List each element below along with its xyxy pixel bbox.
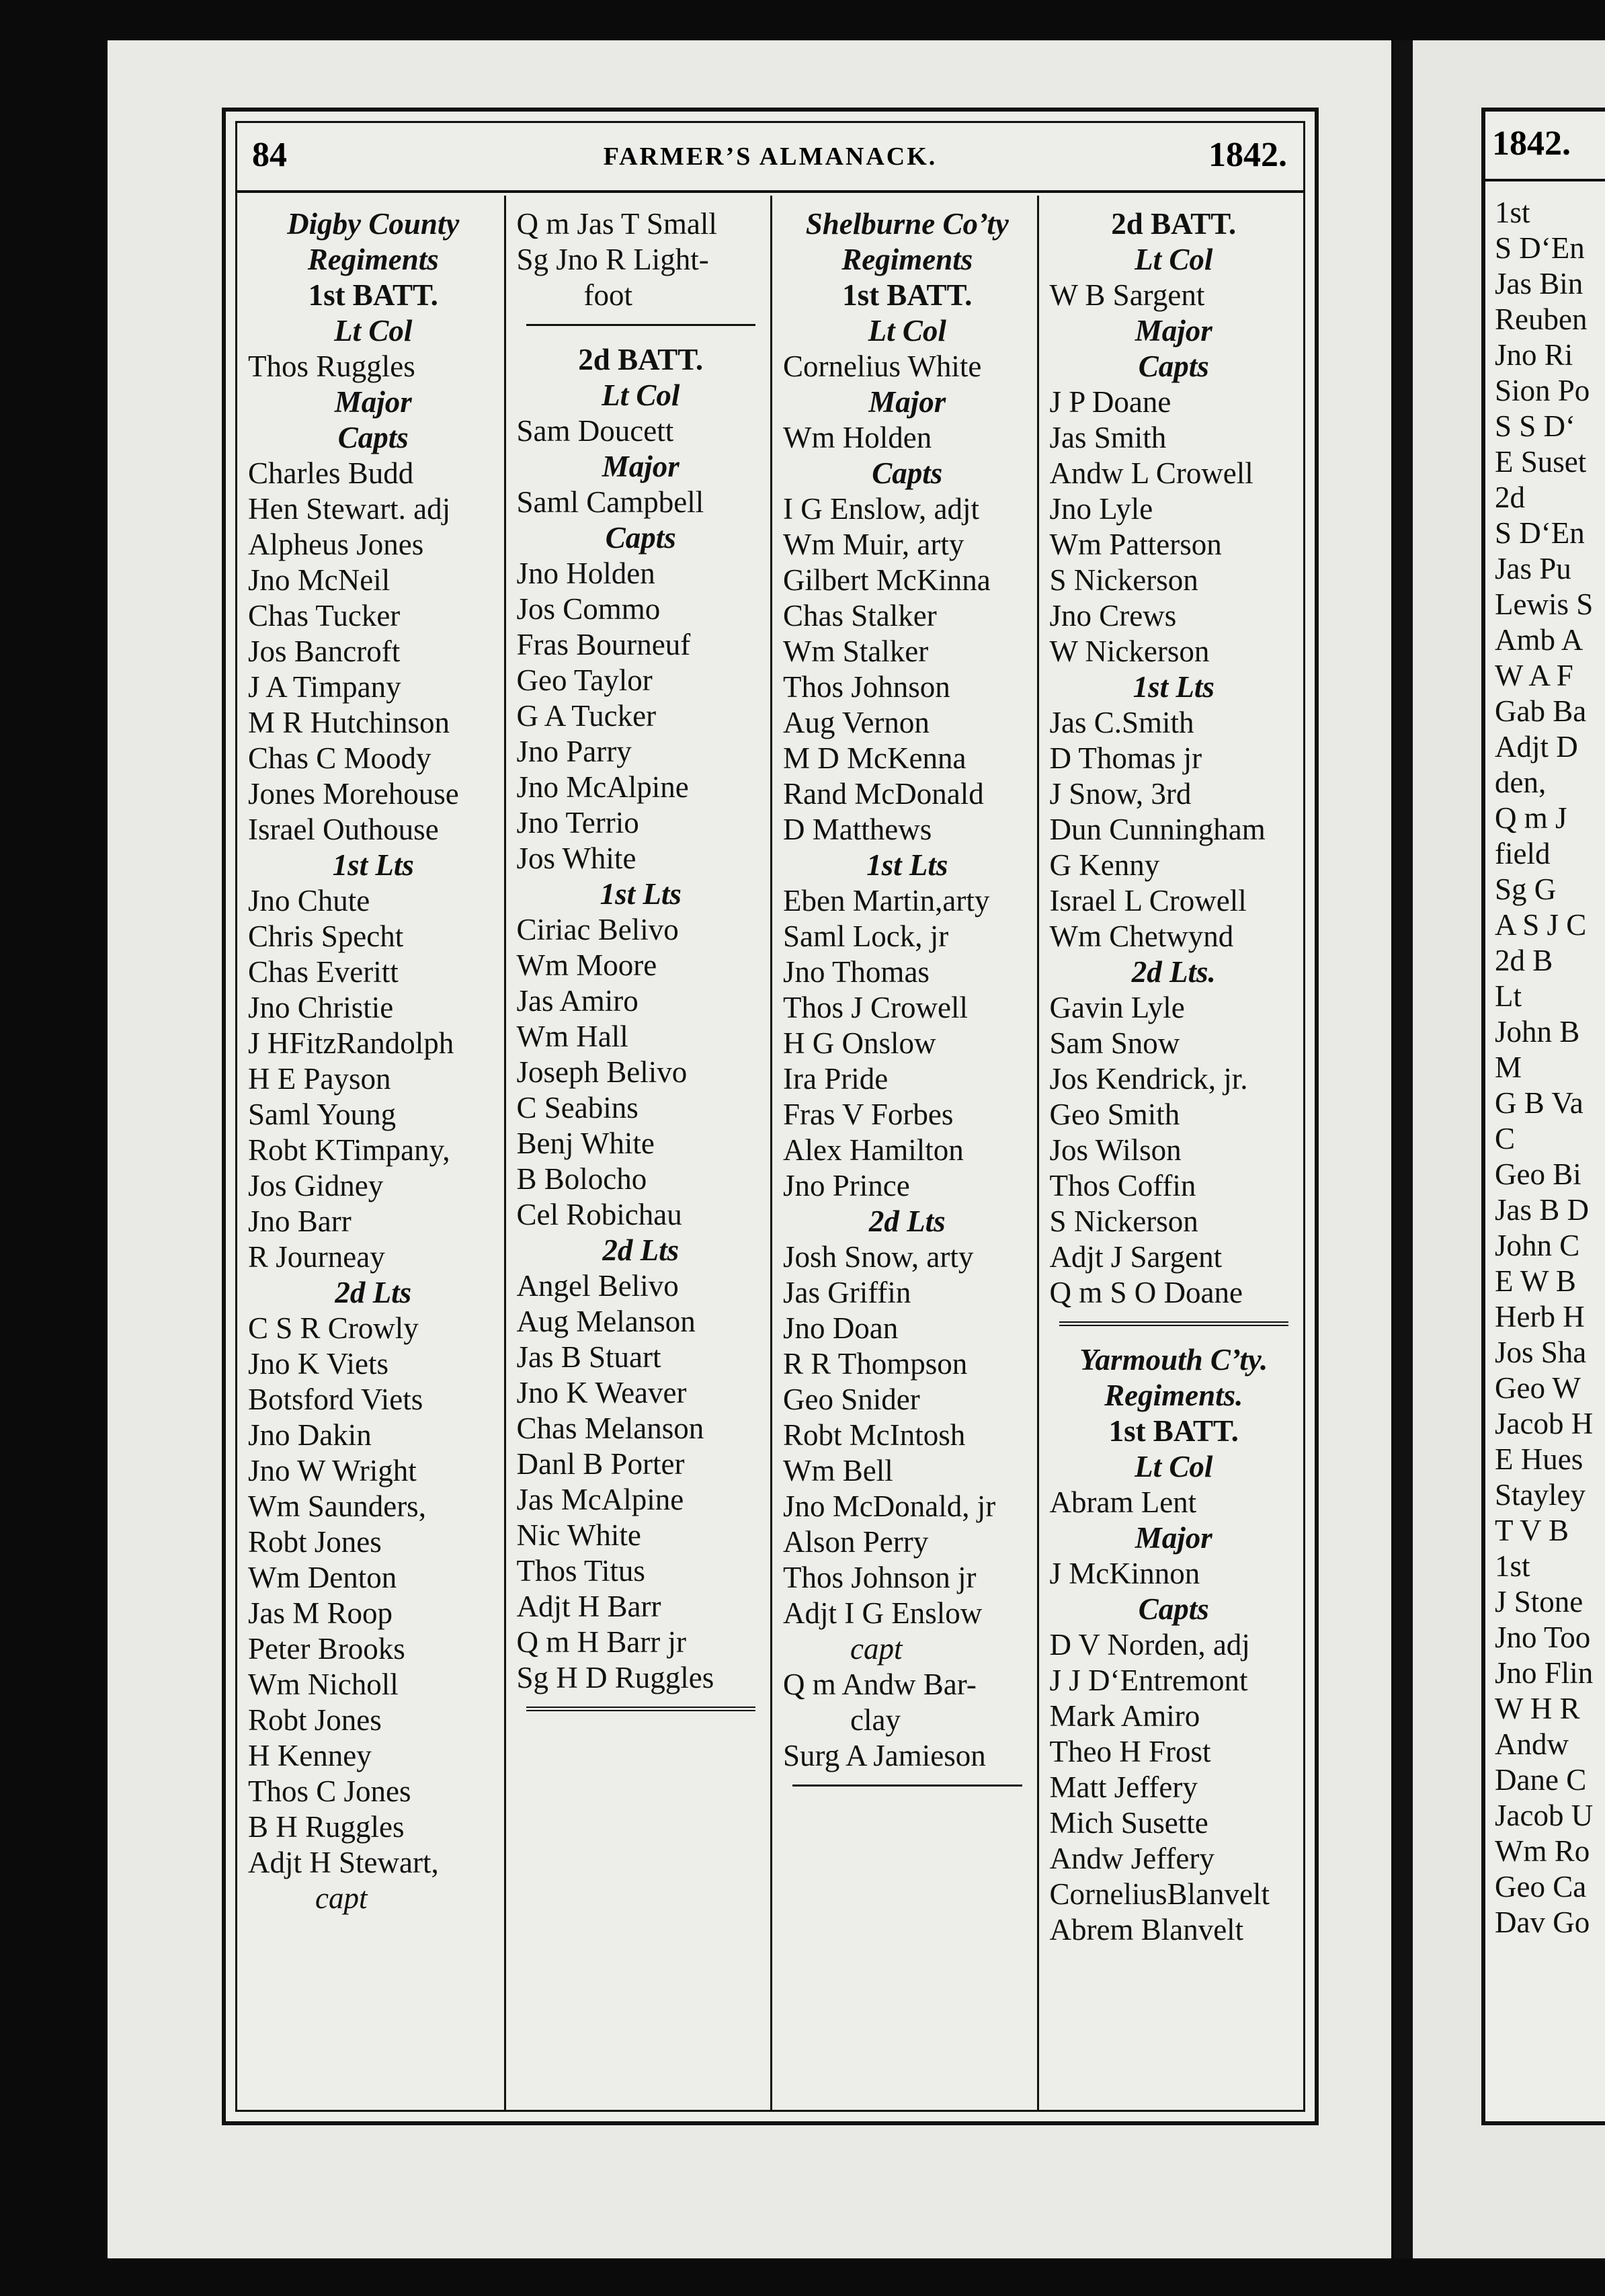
facing-page-line: T V B — [1495, 1514, 1569, 1547]
section-heading: Major — [1135, 1521, 1212, 1555]
roster-entry: Wm Holden — [783, 421, 932, 454]
roster-entry: Matt Jeffery — [1049, 1770, 1198, 1804]
roster-entry: Jno Chute — [248, 884, 370, 917]
roster-entry: Rand McDonald — [783, 777, 984, 811]
roster-entry: Saml Young — [248, 1098, 397, 1131]
roster-entry: Cornelius White — [783, 350, 982, 383]
facing-page-line: den, — [1495, 766, 1547, 799]
roster-columns — [237, 196, 1303, 2110]
facing-page-line: Amb A — [1495, 623, 1583, 657]
section-heading: 1st Lts — [600, 877, 682, 911]
roster-entry: Surg A Jamieson — [783, 1739, 986, 1772]
roster-entry: C Seabins — [516, 1091, 639, 1124]
facing-page-line: Dane C — [1495, 1763, 1587, 1797]
section-heading: 1st BATT. — [842, 278, 973, 312]
roster-entry: Jas M Roop — [248, 1596, 393, 1630]
roster-entry: Q m H Barr jr — [516, 1625, 686, 1659]
running-title: FARMER’S ALMANACK. — [603, 142, 938, 171]
facing-page-line: 1st — [1495, 1549, 1530, 1583]
roster-entry: Joseph Belivo — [516, 1055, 688, 1089]
facing-page-line: C — [1495, 1122, 1516, 1155]
roster-entry: Wm Bell — [783, 1454, 893, 1487]
roster-entry: J McKinnon — [1049, 1557, 1200, 1590]
roster-entry: Sg H D Ruggles — [516, 1661, 714, 1694]
roster-entry: Adjt H Stewart, — [248, 1846, 439, 1879]
facing-page-line: G B Va — [1495, 1086, 1583, 1120]
roster-entry: Robt Jones — [248, 1525, 382, 1559]
section-heading: Capts — [337, 421, 409, 454]
facing-page-line: Sion Po — [1495, 374, 1590, 407]
section-heading: 1st BATT. — [1108, 1414, 1239, 1448]
roster-entry: Adjt J Sargent — [1049, 1240, 1223, 1274]
facing-page-line: Geo Bi — [1495, 1157, 1581, 1191]
section-heading: 2d Lts — [335, 1276, 412, 1309]
section-heading: Lt Col — [1135, 1450, 1213, 1483]
roster-entry: Gilbert McKinna — [783, 563, 991, 597]
facing-page-line: Jas Pu — [1495, 552, 1571, 585]
roster-entry: Sam Snow — [1049, 1026, 1180, 1060]
facing-page-line: Wm Ro — [1495, 1834, 1590, 1868]
roster-entry: J P Doane — [1049, 385, 1171, 419]
roster-entry: Saml Campbell — [516, 485, 704, 519]
facing-page-line: 1st — [1495, 196, 1530, 229]
roster-entry: Wm Nicholl — [248, 1668, 399, 1701]
roster-entry: Wm Saunders, — [248, 1489, 426, 1523]
roster-entry: Jno Parry — [516, 735, 632, 768]
facing-page-line: Stayley — [1495, 1478, 1586, 1512]
running-head — [237, 123, 1303, 190]
roster-entry: Chas C Moody — [248, 741, 431, 775]
book-gutter — [1394, 40, 1413, 2258]
section-heading: Capts — [1138, 350, 1209, 383]
section-heading: 2d Lts — [602, 1233, 680, 1267]
roster-entry: Aug Vernon — [783, 706, 930, 739]
facing-page-line: W A F — [1495, 659, 1573, 692]
roster-entry: Abrem Blanvelt — [1049, 1913, 1244, 1946]
roster-entry: Peter Brooks — [248, 1632, 405, 1666]
facing-page-line: Jacob U — [1495, 1799, 1594, 1832]
roster-entry: Jas B Stuart — [516, 1340, 661, 1374]
roster-entry: Jno Dakin — [248, 1418, 372, 1452]
roster-entry: Wm Hall — [516, 1020, 628, 1053]
facing-page-line: Jno Flin — [1495, 1656, 1594, 1690]
column-shelburne-yarmouth — [1037, 196, 1304, 2110]
column-digby — [237, 196, 504, 2110]
roster-entry: J Snow, 3rd — [1049, 777, 1192, 811]
roster-entry: Thos Coffin — [1049, 1169, 1196, 1202]
roster-entry: Jas McAlpine — [516, 1483, 684, 1516]
roster-entry: D V Norden, adj — [1049, 1628, 1250, 1662]
section-heading: Lt Col — [868, 314, 946, 347]
roster-entry: Wm Muir, arty — [783, 528, 964, 561]
roster-entry: Thos Titus — [516, 1554, 645, 1588]
roster-entry: Geo Smith — [1049, 1098, 1180, 1131]
roster-entry: Jno Terrio — [516, 806, 639, 839]
roster-entry: Chas Everitt — [248, 955, 399, 989]
section-heading: Regiments — [307, 243, 439, 276]
roster-entry: Dun Cunningham — [1049, 813, 1266, 846]
roster-entry: D Thomas jr — [1049, 741, 1202, 775]
roster-entry: Geo Taylor — [516, 663, 653, 697]
section-rule — [792, 1785, 1022, 1787]
facing-page-line: S D‘En — [1495, 516, 1585, 550]
roster-entry: H E Payson — [248, 1062, 391, 1096]
roster-entry: Cel Robichau — [516, 1198, 682, 1231]
facing-page-line: Jacob H — [1495, 1407, 1594, 1440]
roster-entry: Adjt I G Enslow — [783, 1596, 983, 1630]
roster-entry: Jno McNeil — [248, 563, 390, 597]
facing-page-line: E W B — [1495, 1264, 1576, 1298]
roster-entry: Jno Barr — [248, 1204, 352, 1238]
roster-entry: Mark Amiro — [1049, 1699, 1200, 1733]
roster-entry: W Nickerson — [1049, 634, 1210, 668]
roster-entry: R R Thompson — [783, 1347, 968, 1381]
column-shelburne — [770, 196, 1037, 2110]
roster-entry: Charles Budd — [248, 456, 414, 490]
facing-page-line: S S D‘ — [1495, 409, 1576, 443]
roster-entry: Robt McIntosh — [783, 1418, 966, 1452]
section-heading: Lt Col — [602, 378, 680, 412]
roster-entry: H G Onslow — [783, 1026, 936, 1060]
roster-entry: Jno Thomas — [783, 955, 930, 989]
facing-page-line: E Suset — [1495, 445, 1587, 479]
roster-entry: Jno McDonald, jr — [783, 1489, 996, 1523]
roster-entry: Jas C.Smith — [1049, 706, 1194, 739]
roster-entry: W B Sargent — [1049, 278, 1205, 312]
facing-page-line: J Stone — [1495, 1585, 1583, 1618]
section-heading: Lt Col — [1135, 243, 1213, 276]
facing-page-line: Jos Sha — [1495, 1336, 1587, 1369]
section-heading: Regiments — [841, 243, 973, 276]
roster-entry: Jno Crews — [1049, 599, 1177, 632]
facing-page-line: John C — [1495, 1229, 1580, 1262]
roster-entry: Q m S O Doane — [1049, 1276, 1243, 1309]
roster-entry: R Journeay — [248, 1240, 385, 1274]
section-heading: 2d BATT. — [1111, 207, 1237, 241]
roster-entry: Jos Kendrick, jr. — [1049, 1062, 1248, 1096]
facing-page-line: Herb H — [1495, 1300, 1585, 1334]
roster-entry: Robt Jones — [248, 1703, 382, 1737]
roster-entry: Jno Prince — [783, 1169, 910, 1202]
section-rule — [526, 324, 756, 326]
roster-entry: capt — [850, 1632, 903, 1666]
roster-entry: Hen Stewart. adj — [248, 492, 451, 526]
roster-entry: I G Enslow, adjt — [783, 492, 980, 526]
roster-entry: Ira Pride — [783, 1062, 889, 1096]
roster-entry: Jones Morehouse — [248, 777, 459, 811]
roster-entry: Thos Johnson jr — [783, 1561, 977, 1594]
facing-page-line: Reuben — [1495, 302, 1588, 336]
facing-page-line: Geo Ca — [1495, 1870, 1587, 1903]
section-heading: 1st BATT. — [308, 278, 438, 312]
roster-entry: Jos Wilson — [1049, 1133, 1182, 1167]
roster-entry: Eben Martin,arty — [783, 884, 990, 917]
facing-page-line: Lewis S — [1495, 587, 1594, 621]
roster-entry: Israel Outhouse — [248, 813, 439, 846]
roster-entry: J HFitzRandolph — [248, 1026, 454, 1060]
head-rule — [237, 190, 1303, 193]
roster-entry: M R Hutchinson — [248, 706, 450, 739]
roster-entry: foot — [583, 278, 632, 312]
section-heading: 2d Lts — [868, 1204, 946, 1238]
section-heading: Capts — [605, 521, 676, 555]
facing-page-year: 1842. — [1492, 124, 1571, 163]
roster-entry: Adjt H Barr — [516, 1590, 661, 1623]
roster-entry: Fras V Forbes — [783, 1098, 954, 1131]
roster-entry: Saml Lock, jr — [783, 919, 949, 953]
roster-entry: Jno Christie — [248, 991, 394, 1024]
facing-page-line: Q m J — [1495, 801, 1567, 835]
roster-entry: Chas Stalker — [783, 599, 937, 632]
facing-page-line: A S J C — [1495, 908, 1587, 942]
facing-page-line: Andw — [1495, 1727, 1569, 1761]
section-heading: Major — [1135, 314, 1212, 347]
roster-entry: M D McKenna — [783, 741, 966, 775]
roster-entry: Q m Andw Bar- — [783, 1668, 977, 1701]
section-heading: Major — [334, 385, 412, 419]
roster-entry: G Kenny — [1049, 848, 1160, 882]
roster-entry: Chris Specht — [248, 919, 404, 953]
page-frame — [222, 108, 1319, 2125]
roster-entry: S Nickerson — [1049, 563, 1198, 597]
facing-page-line: Jas Bin — [1495, 267, 1583, 300]
column-digby-2d-batt — [504, 196, 771, 2110]
roster-entry: Thos J Crowell — [783, 991, 968, 1024]
facing-page-line: Jas B D — [1495, 1193, 1590, 1227]
section-heading: Capts — [1138, 1592, 1209, 1626]
roster-entry: Chas Melanson — [516, 1411, 704, 1445]
roster-entry: Jas Amiro — [516, 984, 639, 1018]
facing-page-line: Jno Ri — [1495, 338, 1573, 372]
facing-page-line: M — [1495, 1051, 1522, 1084]
roster-entry: G A Tucker — [516, 699, 657, 733]
page-frame-inner — [235, 121, 1305, 2112]
roster-entry: J A Timpany — [248, 670, 401, 704]
roster-entry: Wm Moore — [516, 948, 657, 982]
roster-entry: Wm Patterson — [1049, 528, 1222, 561]
facing-page-line: S D‘En — [1495, 231, 1585, 265]
roster-entry: Jas Smith — [1049, 421, 1167, 454]
facing-page-frame — [1481, 108, 1605, 2125]
page-year: 1842. — [1208, 136, 1287, 174]
facing-page-line: field — [1495, 837, 1551, 870]
section-heading: 1st Lts — [866, 848, 948, 882]
facing-page-line: Geo W — [1495, 1371, 1581, 1405]
roster-entry: Wm Stalker — [783, 634, 929, 668]
roster-entry: Fras Bourneuf — [516, 628, 691, 661]
section-heading: 2d BATT. — [578, 343, 704, 376]
facing-page-line: E Hues — [1495, 1442, 1583, 1476]
roster-entry: Jos Bancroft — [248, 634, 401, 668]
roster-entry: Aug Melanson — [516, 1305, 696, 1338]
roster-entry: Thos Ruggles — [248, 350, 415, 383]
roster-entry: Geo Snider — [783, 1383, 920, 1416]
roster-entry: Jno Doan — [783, 1311, 899, 1345]
facing-page-line: 2d — [1495, 481, 1525, 514]
roster-entry: Wm Chetwynd — [1049, 919, 1234, 953]
facing-page-line: John B — [1495, 1015, 1580, 1049]
roster-entry: B Bolocho — [516, 1162, 647, 1196]
facing-page-column — [1495, 195, 1593, 1940]
roster-entry: Sg Jno R Light- — [516, 243, 709, 276]
roster-entry: Alpheus Jones — [248, 528, 424, 561]
roster-entry: Jno Lyle — [1049, 492, 1153, 526]
facing-page-line: Lt — [1495, 979, 1522, 1013]
section-heading: 1st Lts — [1133, 670, 1215, 704]
section-rule — [526, 1707, 756, 1711]
roster-entry: Angel Belivo — [516, 1269, 679, 1303]
section-heading: Major — [602, 450, 680, 483]
facing-head-rule — [1485, 179, 1605, 181]
roster-entry: Botsford Viets — [248, 1383, 423, 1416]
roster-entry: Jos Commo — [516, 592, 661, 626]
roster-entry: Robt KTimpany, — [248, 1133, 450, 1167]
roster-entry: Andw Jeffery — [1049, 1842, 1215, 1875]
facing-page-line: W H R — [1495, 1692, 1580, 1725]
roster-entry: Andw L Crowell — [1049, 456, 1253, 490]
roster-entry: Theo H Frost — [1049, 1735, 1211, 1768]
roster-entry: Jno K Viets — [248, 1347, 388, 1381]
facing-page-line: Gab Ba — [1495, 694, 1587, 728]
roster-entry: Wm Denton — [248, 1561, 397, 1594]
section-rule — [1059, 1321, 1289, 1326]
roster-entry: B H Ruggles — [248, 1810, 405, 1844]
roster-entry: Alson Perry — [783, 1525, 929, 1559]
roster-entry: J J D‘Entremont — [1049, 1664, 1248, 1697]
roster-entry: C S R Crowly — [248, 1311, 419, 1345]
roster-entry: Josh Snow, arty — [783, 1240, 974, 1274]
roster-entry: Danl B Porter — [516, 1447, 685, 1481]
section-heading: Lt Col — [334, 314, 413, 347]
facing-page-line: Jno Too — [1495, 1621, 1591, 1654]
roster-entry: Gavin Lyle — [1049, 991, 1185, 1024]
facing-page-line: Adjt D — [1495, 730, 1578, 764]
roster-entry: Jos White — [516, 842, 636, 875]
roster-entry: Jno Holden — [516, 557, 655, 590]
roster-entry: Sam Doucett — [516, 414, 674, 448]
section-heading: Digby County — [287, 207, 460, 241]
facing-page-line: 2d B — [1495, 944, 1553, 977]
section-heading: Shelburne Co’ty — [805, 207, 1009, 241]
facing-page-line: Sg G — [1495, 872, 1557, 906]
roster-entry: Jno K Weaver — [516, 1376, 687, 1409]
roster-entry: Jno McAlpine — [516, 770, 689, 804]
roster-entry: Benj White — [516, 1126, 655, 1160]
roster-entry: H Kenney — [248, 1739, 372, 1772]
roster-entry: D Matthews — [783, 813, 932, 846]
roster-entry: clay — [850, 1703, 901, 1737]
section-heading: Yarmouth C’ty. — [1079, 1343, 1268, 1377]
section-heading: Regiments. — [1104, 1379, 1243, 1412]
roster-entry: Thos C Jones — [248, 1774, 411, 1808]
page-number: 84 — [252, 136, 287, 174]
roster-entry: CorneliusBlanvelt — [1049, 1877, 1270, 1911]
roster-entry: Nic White — [516, 1518, 641, 1552]
section-heading: Major — [868, 385, 946, 419]
roster-entry: S Nickerson — [1049, 1204, 1198, 1238]
roster-entry: Abram Lent — [1049, 1485, 1197, 1519]
roster-entry: Jno W Wright — [248, 1454, 417, 1487]
roster-entry: Q m Jas T Small — [516, 207, 717, 241]
facing-page-line: Dav Go — [1495, 1905, 1590, 1939]
roster-entry: Ciriac Belivo — [516, 913, 679, 946]
roster-entry: Jos Gidney — [248, 1169, 384, 1202]
roster-entry: Jas Griffin — [783, 1276, 911, 1309]
roster-entry: Chas Tucker — [248, 599, 401, 632]
roster-entry: Alex Hamilton — [783, 1133, 964, 1167]
roster-entry: Thos Johnson — [783, 670, 950, 704]
roster-entry: Mich Susette — [1049, 1806, 1208, 1840]
section-heading: Capts — [872, 456, 943, 490]
section-heading: 2d Lts. — [1131, 955, 1216, 989]
section-heading: 1st Lts — [332, 848, 414, 882]
roster-entry: capt — [315, 1881, 368, 1915]
roster-entry: Israel L Crowell — [1049, 884, 1247, 917]
